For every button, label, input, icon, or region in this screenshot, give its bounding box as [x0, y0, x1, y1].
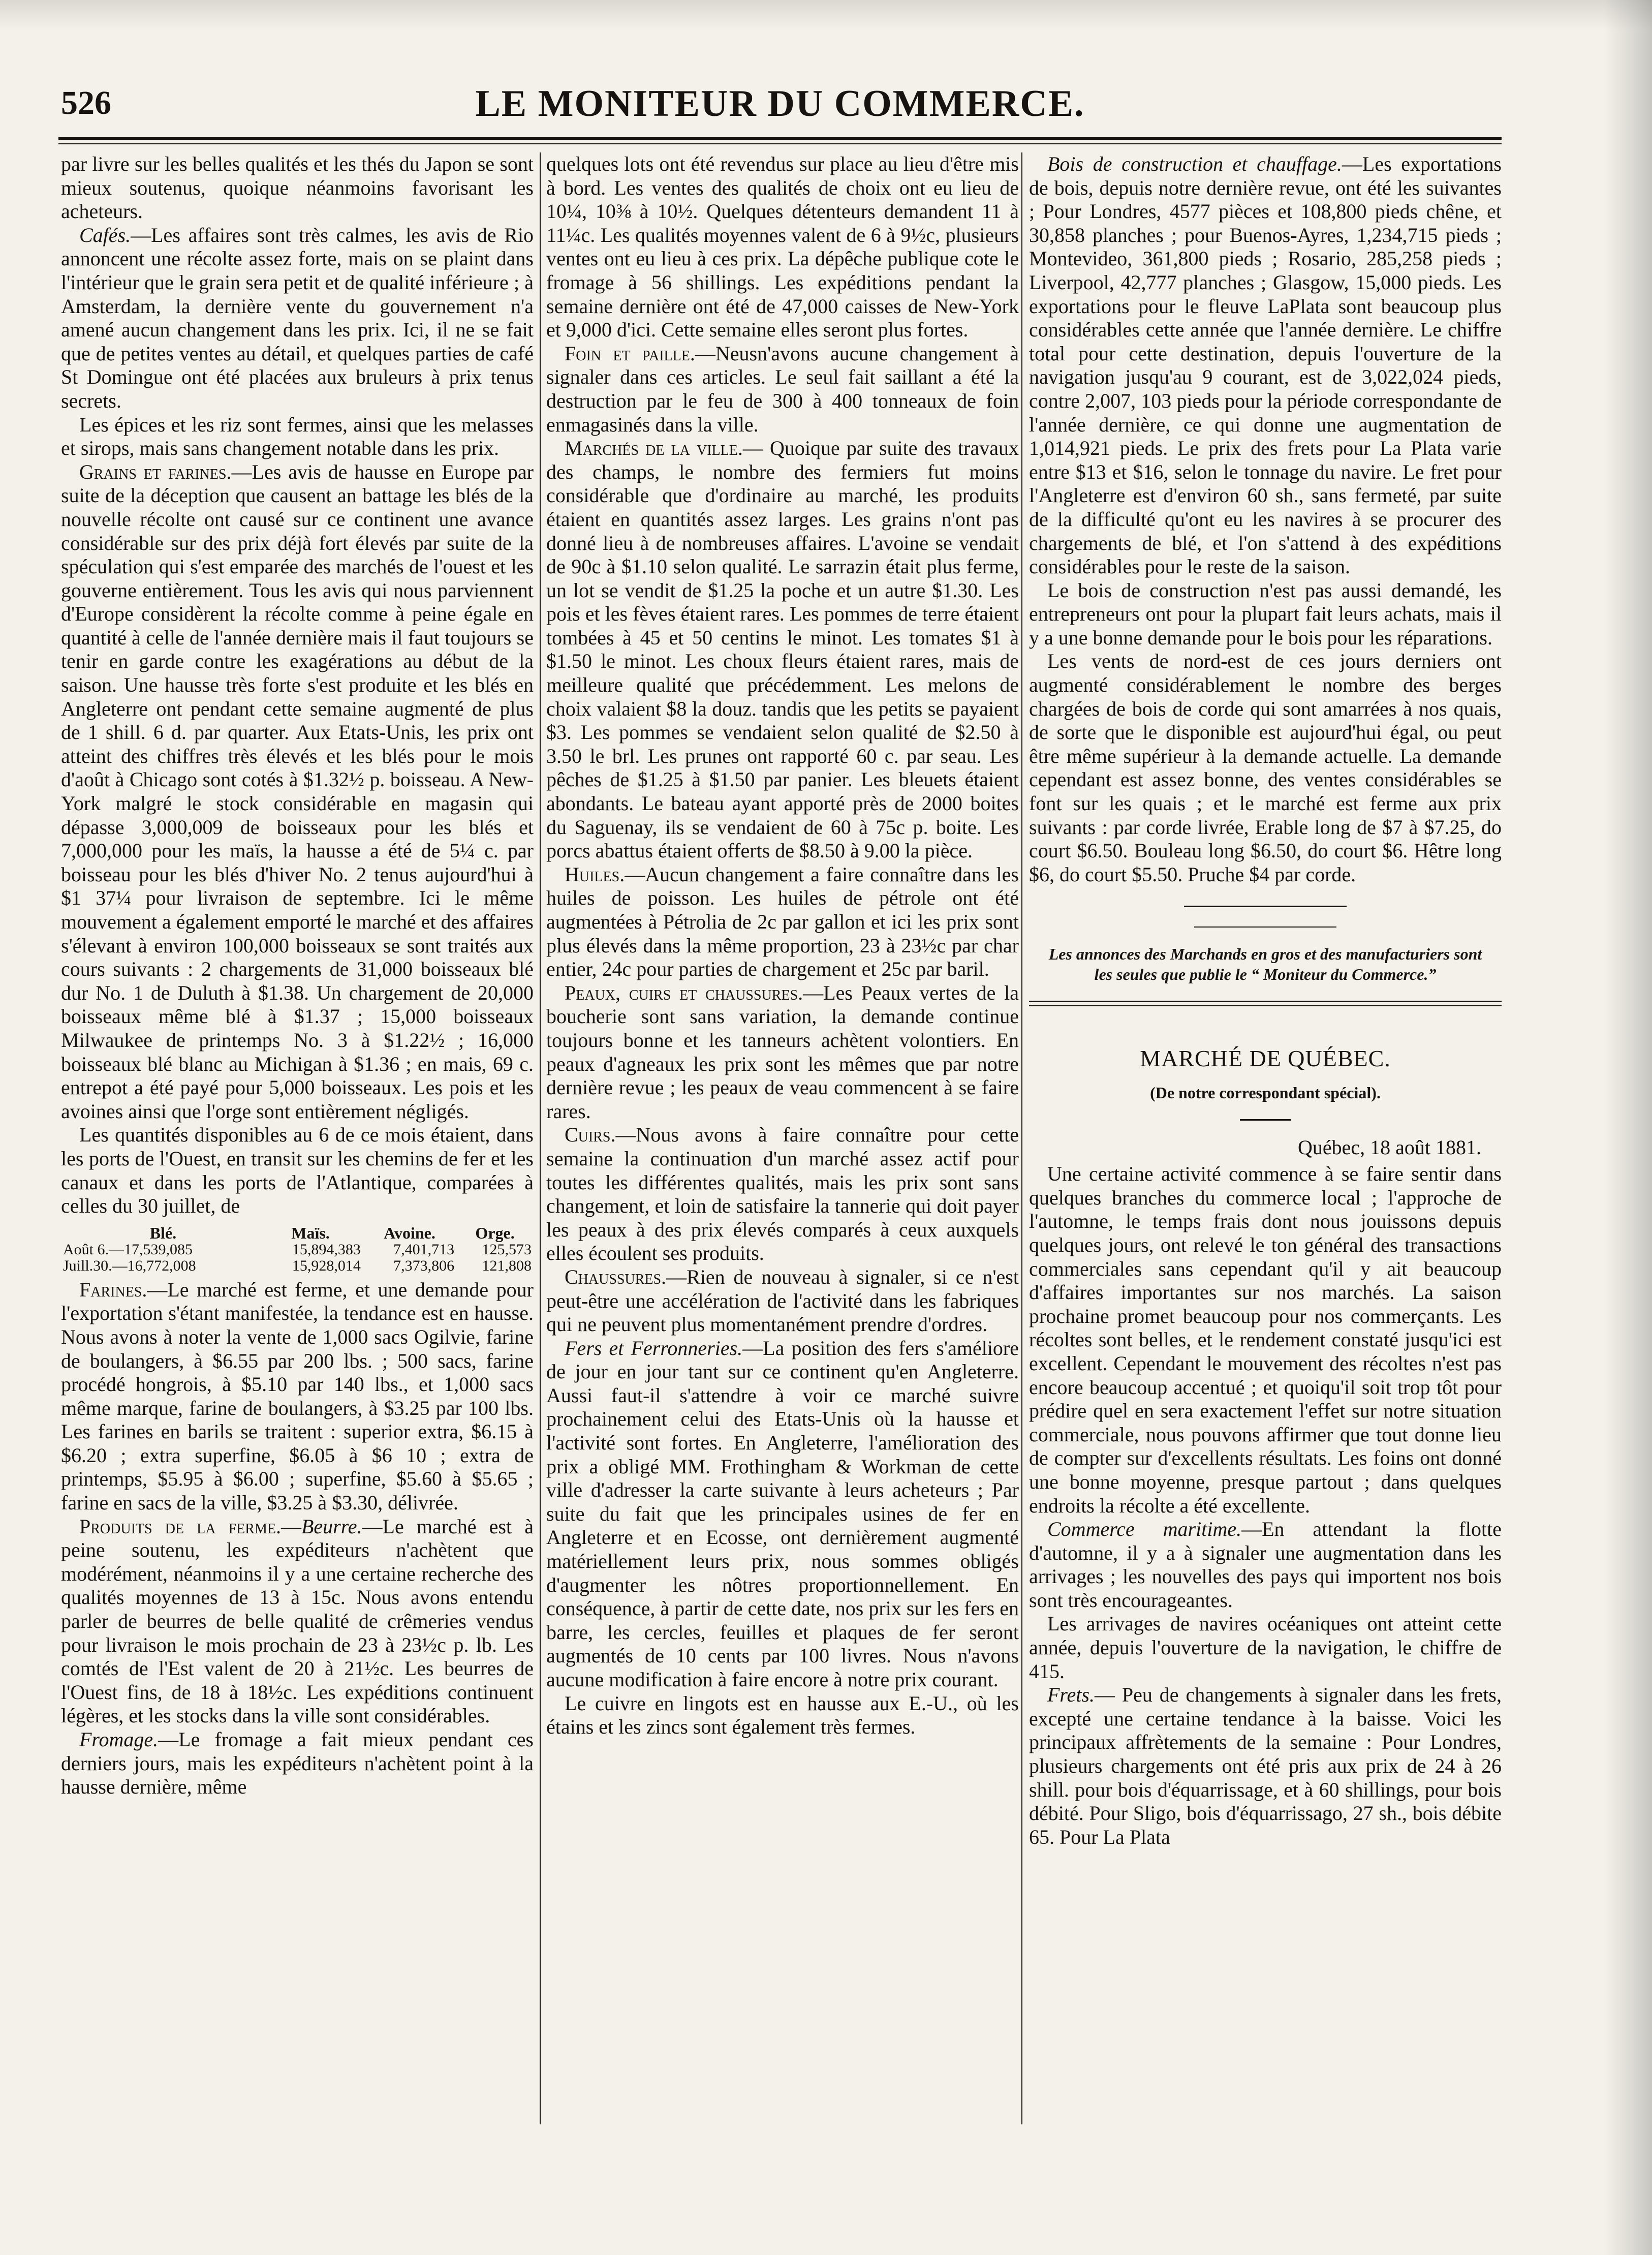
heading-grains: Grains et farines. [79, 460, 232, 483]
grain-stock-table [61, 1224, 534, 1274]
paragraph-maritime [1029, 1518, 1502, 1612]
paragraph-peaux [546, 981, 1019, 1124]
text-cuirs: —Nous avons à faire connaître pour cette semaine la continuation d'un marché assez actif pour toutes les différentes qualités, mais les prix sont sans changement, et loin de satisfaire la tannerie qui doit payer les peaux à des prix élevés comparés à ceux auxquels elles écoulent ses produits. [546, 1123, 1019, 1265]
dateline: Québec, 18 août 1881. [1297, 1135, 1481, 1159]
section-divider [1184, 906, 1347, 907]
text-peaux: —Les Peaux vertes de la boucherie sont sans variation, la demande continue toujours bonne et les tanneurs achètent volontiers. En peaux d'agneaux les prix sont les mêmes que par notre dernière revue ; les peaux de veau commencent à se faire rares. [546, 981, 1019, 1123]
table-cell: 15,894,383 [292, 1241, 361, 1258]
text-grains: —Les avis de hausse en Europe par suite de la déception que causent an battage les blés de la nouvelle récolte ont causé sur ce continent une avance considérable sur des prix déjà fort élevés par suite de la spéculation qui s'est emparée des marchés de l'ouest et les gouverne entièrement. Tous les avis qui nous parviennent d'Europe considèrent la récolte comme à peine égale en quantité à celle de l'année dernière mais il faut toujours se tenir en garde contre les exagérations au début de la saison. Une hausse très forte s'est produite et les blés en Angleterre ont pendant cette semaine augmenté de plus de 1 shill. 6 d. par quarter. Aux Etats-Unis, les prix ont atteint des chiffres très élevés et les blés pour le mois d'août à Chicago sont cotés à $1.32½ p. boisseau. A New-York malgré le stock considérable en magasin qui dépasse 3,000,009 de boisseaux pour les blés et 7,000,000 pour les maïs, la hausse a été de 5¼ c. par boisseau pour les blés d'hiver No. 2 tenus aujourd'hui à $1 37¼ pour livraison de septembre. Ici le même mouvement a également emporté le marché et des affaires s'élevant à environ 100,000 boisseaux se sont traités aux cours suivants : 2 chargements de 31,000 boisseaux blé dur No. 1 de Duluth à $1.38. Un chargement de 20,000 boisseaux même blé à $1.37 ; 15,000 boisseaux Milwaukee de printemps No. 3 à $1.22½ ; 16,000 boisseaux blé blanc au Michigan à $1.36 ; en mais, 69 c. entrepot a été payé pour 5,000 boisseaux. Les pois et les avoines ainsi que l'orge sont entièrement négligés. [61, 460, 534, 1123]
text-produits: —Le marché est à peine soutenu, les expéditeurs n'achètent que modérément, néanmoins il y a une certaine recherche des qualités moyennes de 13 à 15c. Nous avons entendu parler de beurres de belle qualité de crêmeries vendus pour livraison le mois prochain de 23 à 23½c p. lb. Les comtés de l'Est valent de 20 à 21½c. Les beurres de l'Ouest fins, de 18 à 18½c. Les expéditions continuent légères, et les stocks dans la ville sont considérables. [61, 1515, 534, 1727]
paragraph-grains [61, 460, 534, 1124]
table-header-row [61, 1224, 534, 1242]
heading-cuirs: Cuirs. [565, 1123, 616, 1147]
column-rule [1021, 152, 1022, 2124]
paragraph-chaussures [546, 1265, 1019, 1337]
column-3 [1029, 152, 1502, 2160]
subheading-beurre: Beurre. [301, 1515, 362, 1538]
table-header: Maïs. [291, 1223, 330, 1242]
notice-rule [1029, 1001, 1502, 1002]
text-bois: —Les exportations de bois, depuis notre dernière revue, ont été les suivantes ; Pour Londres, 4577 pièces et 108,800 pieds chêne, et 30,858 planches ; pour Buenos-Ayres, 1,234,715 pieds ; Montevideo, 361,800 pieds ; Rosario, 285,258 pieds ; Liverpool, 42,777 planches ; Glasgow, 15,000 pieds. Les exportations pour le fleuve LaPlata sont beaucoup plus considérables cette année que l'année dernière. Le chiffre total pour cette destination, depuis l'ouverture de la navigation jusqu'au 9 courant, est de 3,022,024 pieds, contre 2,007, 103 pieds pour la période correspondante de l'année dernière, ce qui donne une augmentation de 1,014,921 pieds. Le prix des frets pour La Plata varie entre $13 et $16, selon le tonnage du navire. Le fret pour l'Angleterre est d'environ 60 sh., sans fermeté, par suite de la difficulté qu'ont eu les navires à se procurer des chargements de blé, et l'on s'attend à des expéditions considérables pour le reste de la saison. [1029, 152, 1502, 578]
page-header [61, 76, 1499, 137]
text-maritime: —En attendant la flotte d'automne, il y a à signaler une augmentation dans les arrivages ; les nouvelles des pays qui importent nos bois sont très encourageantes. [1029, 1518, 1502, 1612]
paragraph-bois-construction: Le bois de construction n'est pas aussi demandé, les entrepreneurs ont pour la plupart fait leurs achats, mais il y a une bonne demande pour le bois pour les réparations. [1029, 578, 1502, 649]
heading-farines: Farines. [79, 1278, 147, 1301]
heading-marches: Marchés de la ville. [565, 437, 743, 460]
paragraph-fers [546, 1337, 1019, 1692]
scan-shadow-top [0, 0, 1652, 30]
heading-maritime: Commerce maritime. [1047, 1518, 1242, 1541]
paragraph-foin [546, 342, 1019, 437]
heading-frets: Frets. [1047, 1683, 1095, 1707]
paragraph-farines [61, 1278, 534, 1515]
table-cell: 7,373,806 [393, 1257, 455, 1274]
scan-shadow-edge [1604, 0, 1652, 2255]
table-cell: 121,808 [482, 1257, 532, 1274]
heading-foin: Foin et paille. [565, 342, 695, 365]
table-row [61, 1258, 534, 1274]
heading-bois: Bois de construction et chauffage. [1047, 152, 1342, 175]
publisher-notice: Les annonces des Marchands en gros et des manufacturiers sont les seules que publie le “ Moniteur du Commerce.” [1048, 945, 1482, 984]
column-2 [546, 152, 1019, 2160]
page-number: 526 [61, 84, 111, 121]
heading-fers: Fers et Ferronneries. [565, 1336, 743, 1360]
header-rule-thin [58, 143, 1502, 144]
paragraph-frets [1029, 1683, 1502, 1849]
paragraph-epices: Les épices et les riz sont fermes, ainsi que les melasses et sirops, mais sans changement notable dans les prix. [61, 413, 534, 460]
paragraph-cuirs [546, 1123, 1019, 1265]
heading-peaux: Peaux, cuirs et chaussures. [565, 981, 803, 1004]
paragraph-cafes [61, 224, 534, 413]
paragraph-bois [1029, 152, 1502, 579]
text-marches: — Quoique par suite des travaux des champs, le nombre des fermiers fut moins considérable que d'ordinaire au marché, les produits étaient en quantités assez larges. Les grains n'ont pas donné lieu à de nombreuses affaires. L'avoine se vendait de 90c à $1.10 selon qualité. Le sarrazin était plus ferme, un lot se vendit de $1.25 la poche et un autre $1.30. Les pois et les fèves étaient rares. Les pommes de terre étaient tombées à 45 et 50 centins le minot. Les tomates $1 à $1.50 le minot. Les choux fleurs étaient rares, mais de meilleure qualité que précédemment. Les melons de choix valaient $8 la douz. tandis que les petits se payaient $3. Les pommes se vendaient selon qualité de $2.50 à 3.50 le brl. Les prunes ont rapporté 60 c. par seau. Les pêches de $1.25 à $1.50 par panier. Les bleuets étaient abondants. Le bateau ayant apporté près de 2000 boites du Saguenay, ils se vendaient de 60 à 75c p. boite. Les porcs abattus étaient offerts de $8.50 à 9.00 la pièce. [546, 437, 1019, 862]
heading-produits: Produits de la ferme. [79, 1515, 281, 1538]
paragraph-quebec-intro: Une certaine activité commence à se faire sentir dans quelques branches du commerce local ; l'approche de l'automne, le temps frais dont nous jouissons depuis quelques jours, ont relevé le ton général des transactions commerciales sans cependant qu'il y ait beaucoup d'affaires importantes sur nos marchés. La saison prochaine promet beaucoup pour nos commerçants. Les récoltes sont belles, et le rendement constaté jusqu'ici est excellent. Cependant le mouvement des récoltes n'est pas encore beaucoup accentué ; et quoiqu'il soit trop tôt pour prédire quel en sera exactement l'effet sur notre situation commerciale, nous pouvons affirmer que tout donne lieu de compter sur d'excellents résultats. Les foins ont donné une bonne moyenne, presque partout ; dans quelques endroits la récolte a été excellente. [1029, 1162, 1502, 1517]
table-header: Avoine. [384, 1223, 435, 1242]
table-cell: Juill.30.—16,772,008 [63, 1257, 196, 1274]
column-1 [61, 152, 534, 2160]
table-cell: 7,401,713 [393, 1241, 455, 1258]
heading-cafes: Cafés. [79, 223, 131, 246]
section-title-quebec: MARCHÉ DE QUÉBEC. [1140, 1045, 1391, 1072]
text-frets: — Peu de changements à signaler dans les frets, excepté une certaine tendance à la baisse. Voici les principaux affrètements de la semaine : Pour Londres, plusieurs chargements ont été pris aux prix de 24 à 26 shill. pour bois d'équarrissage, et à 60 shillings, pour bois débité. Pour Sligo, bois d'équarrissago, 27 sh., bois débite 65. Pour La Plata [1029, 1683, 1502, 1848]
table-row [61, 1242, 534, 1258]
short-rule [1240, 1119, 1291, 1121]
paragraph-vents: Les vents de nord-est de ces jours derniers ont augmenté considérablement le nombre des berges chargées de bois de corde qui sont amarrées à nos quais, de sorte que le disponible est aujourd'hui égal, ou peut être même supérieur à la demande actuelle. La demande cependant est assez bonne, des ventes considérables se font sur les quais ; et le marché est ferme aux prix suivants : par corde livrée, Erable long de $7 à $7.25, do court $6.50. Bouleau long $6.50, do court $6. Hêtre long $6, do court $5.50. Pruche $4 par corde. [1029, 650, 1502, 886]
text-chaussures: —Rien de nouveau à signaler, si ce n'est peut-être une accélération de l'activité dans les fabriques qui ne peuvent plus momentanément prendre d'ordres. [546, 1265, 1019, 1336]
text-fers: —La position des fers s'améliore de jour en jour tant sur ce continent qu'en Angleterre. Aussi faut-il s'attendre à voir ce marché suivre prochainement celui des Etats-Unis où la hausse et l'activité sont fortes. En Angleterre, l'amélioration des prix a obligé MM. Frothingham & Workman de cette ville d'adresser la carte suivante à leurs acheteurs ; Par suite du fait que les principales usines de fer en Angleterre et en Ecosse, ont dernièrement augmenté matériellement leurs prix, nous sommes obligés d'augmenter les nôtres proportionnellement. En conséquence, à partir de cette date, nos prix sur les fers en barre, les cercles, feuilles et plaques de fer seront augmentés de 10 cents par 100 livres. Nous n'avons aucune modification à faire encore à notre prix courant. [546, 1336, 1019, 1691]
paragraph-quantites: Les quantités disponibles au 6 de ce mois étaient, dans les ports de l'Ouest, en transit sur les chemins de fer et les canaux et dans les ports de l'Atlantique, comparées à celles du 30 juillet, de [61, 1123, 534, 1218]
heading-huiles: Huiles. [565, 862, 625, 886]
heading-fromage: Fromage. [79, 1728, 159, 1751]
section-subtitle: (De notre correspondant spécial). [1150, 1084, 1381, 1102]
table-cell: 15,928,014 [292, 1257, 361, 1274]
text-huiles: —Aucun changement a faire connaître dans les huiles de poisson. Les huiles de pétrole ont été augmentées à Pétrolia de 2c par gallon et ici les prix sont plus élevés dans la même proportion, 23 à 23½c par char entier, 24c pour parties de chargement et 25c par baril. [546, 862, 1019, 981]
section-divider-thin [1194, 926, 1336, 928]
text-farines: —Le marché est ferme, et une demande pour l'exportation s'étant manifestée, la tendance est en hausse. Nous avons à noter la vente de 1,000 sacs Ogilvie, farine de boulangers, à $6.55 par 200 lbs. ; 500 sacs, farine procédé hongrois, à $5.10 par 140 lbs., et 1,000 sacs même marque, farine de boulangers, à $3.25 par 100 lbs. Les farines en barils se traitent : superior extra, $6.15 à $6.20 ; extra superfine, $6.05 à $6 10 ; extra de printemps, $5.95 à $6.00 ; superfine, $5.60 à $5.65 ; farine en sacs de la ville, $3.25 à $3.30, délivrée. [61, 1278, 534, 1515]
paragraph-marches [546, 437, 1019, 863]
header-rule [58, 137, 1502, 140]
paragraph-huiles [546, 863, 1019, 981]
table-header [61, 1224, 68, 1242]
paragraph-the: par livre sur les belles qualités et les thés du Japon se sont mieux soutenus, quoique néanmoins favorisant les acheteurs. [61, 152, 534, 223]
table-header: Orge. [475, 1223, 515, 1242]
table-cell: 125,573 [482, 1241, 532, 1258]
paragraph-cuivre: Le cuivre en lingots est en hausse aux E.-U., où les étains et les zincs sont également très fermes. [546, 1691, 1019, 1739]
paragraph-produits: Produits de la ferme.—Beurre.—Le marché est à peine soutenu, les expéditeurs n'achètent que modérément, néanmoins il y a une certaine recherche des qualités moyennes de 13 à 15c. Nous avons entendu parler de beurres de belle qualité de crêmeries vendus pour livraison le mois prochain de 23 à 23½c p. lb. Les comtés de l'Est valent de 20 à 21½c. Les beurres de l'Ouest fins, de 18 à 18½c. Les expéditions continuent légères, et les stocks dans la ville sont considérables. [61, 1515, 534, 1727]
text-cafes: —Les affaires sont très calmes, les avis de Rio annoncent une récolte assez forte, mais on se plaint dans l'intérieur que le grain sera petit et de qualité inférieure ; à Amsterdam, la dernière vente du gouvernement n'a amené aucun changement dans les prix. Ici, il ne se fait que de petites ventes au détail, et quelques parties de café St Domingue ont été placées aux bruleurs à prix tenus secrets. [61, 223, 534, 412]
text-foin: —Neusn'avons aucune changement à signaler dans ces articles. Le seul fait saillant a été la destruction par le feu de 300 à 400 tonneaux de foin enmagasinés dans la ville. [546, 342, 1019, 436]
table-header: Blé. [149, 1223, 177, 1242]
journal-title: LE MONITEUR DU COMMERCE. [475, 83, 1085, 125]
notice-rule-thin [1029, 1005, 1502, 1006]
paragraph-fromage [61, 1728, 534, 1799]
text-fromage: —Le fromage a fait mieux pendant ces derniers jours, mais les expéditeurs n'achètent point à la hausse dernière, même [61, 1728, 534, 1799]
table-cell: Août 6.—17,539,085 [63, 1241, 193, 1258]
paragraph-arrivages: Les arrivages de navires océaniques ont atteint cette année, depuis l'ouverture de la navigation, le chiffre de 415. [1029, 1612, 1502, 1683]
heading-chaussures: Chaussures. [565, 1265, 667, 1288]
column-rule [540, 152, 541, 2124]
paragraph-fromage-cont: quelques lots ont été revendus sur place au lieu d'être mis à bord. Les ventes des qualités de choix ont eu lieu de 10¼, 10⅜ à 10½. Quelques détenteurs demandent 11 à 11¼c. Les qualités moyennes valent de 6 à 9½c, plusieurs ventes ont eu lieu à ces prix. La dépêche publique cote le fromage à 56 shillings. Les expéditions pendant la semaine dernière ont été de 47,000 caisses de New-York et 9,000 d'ici. Cette semaine elles seront plus fortes. [546, 152, 1019, 342]
